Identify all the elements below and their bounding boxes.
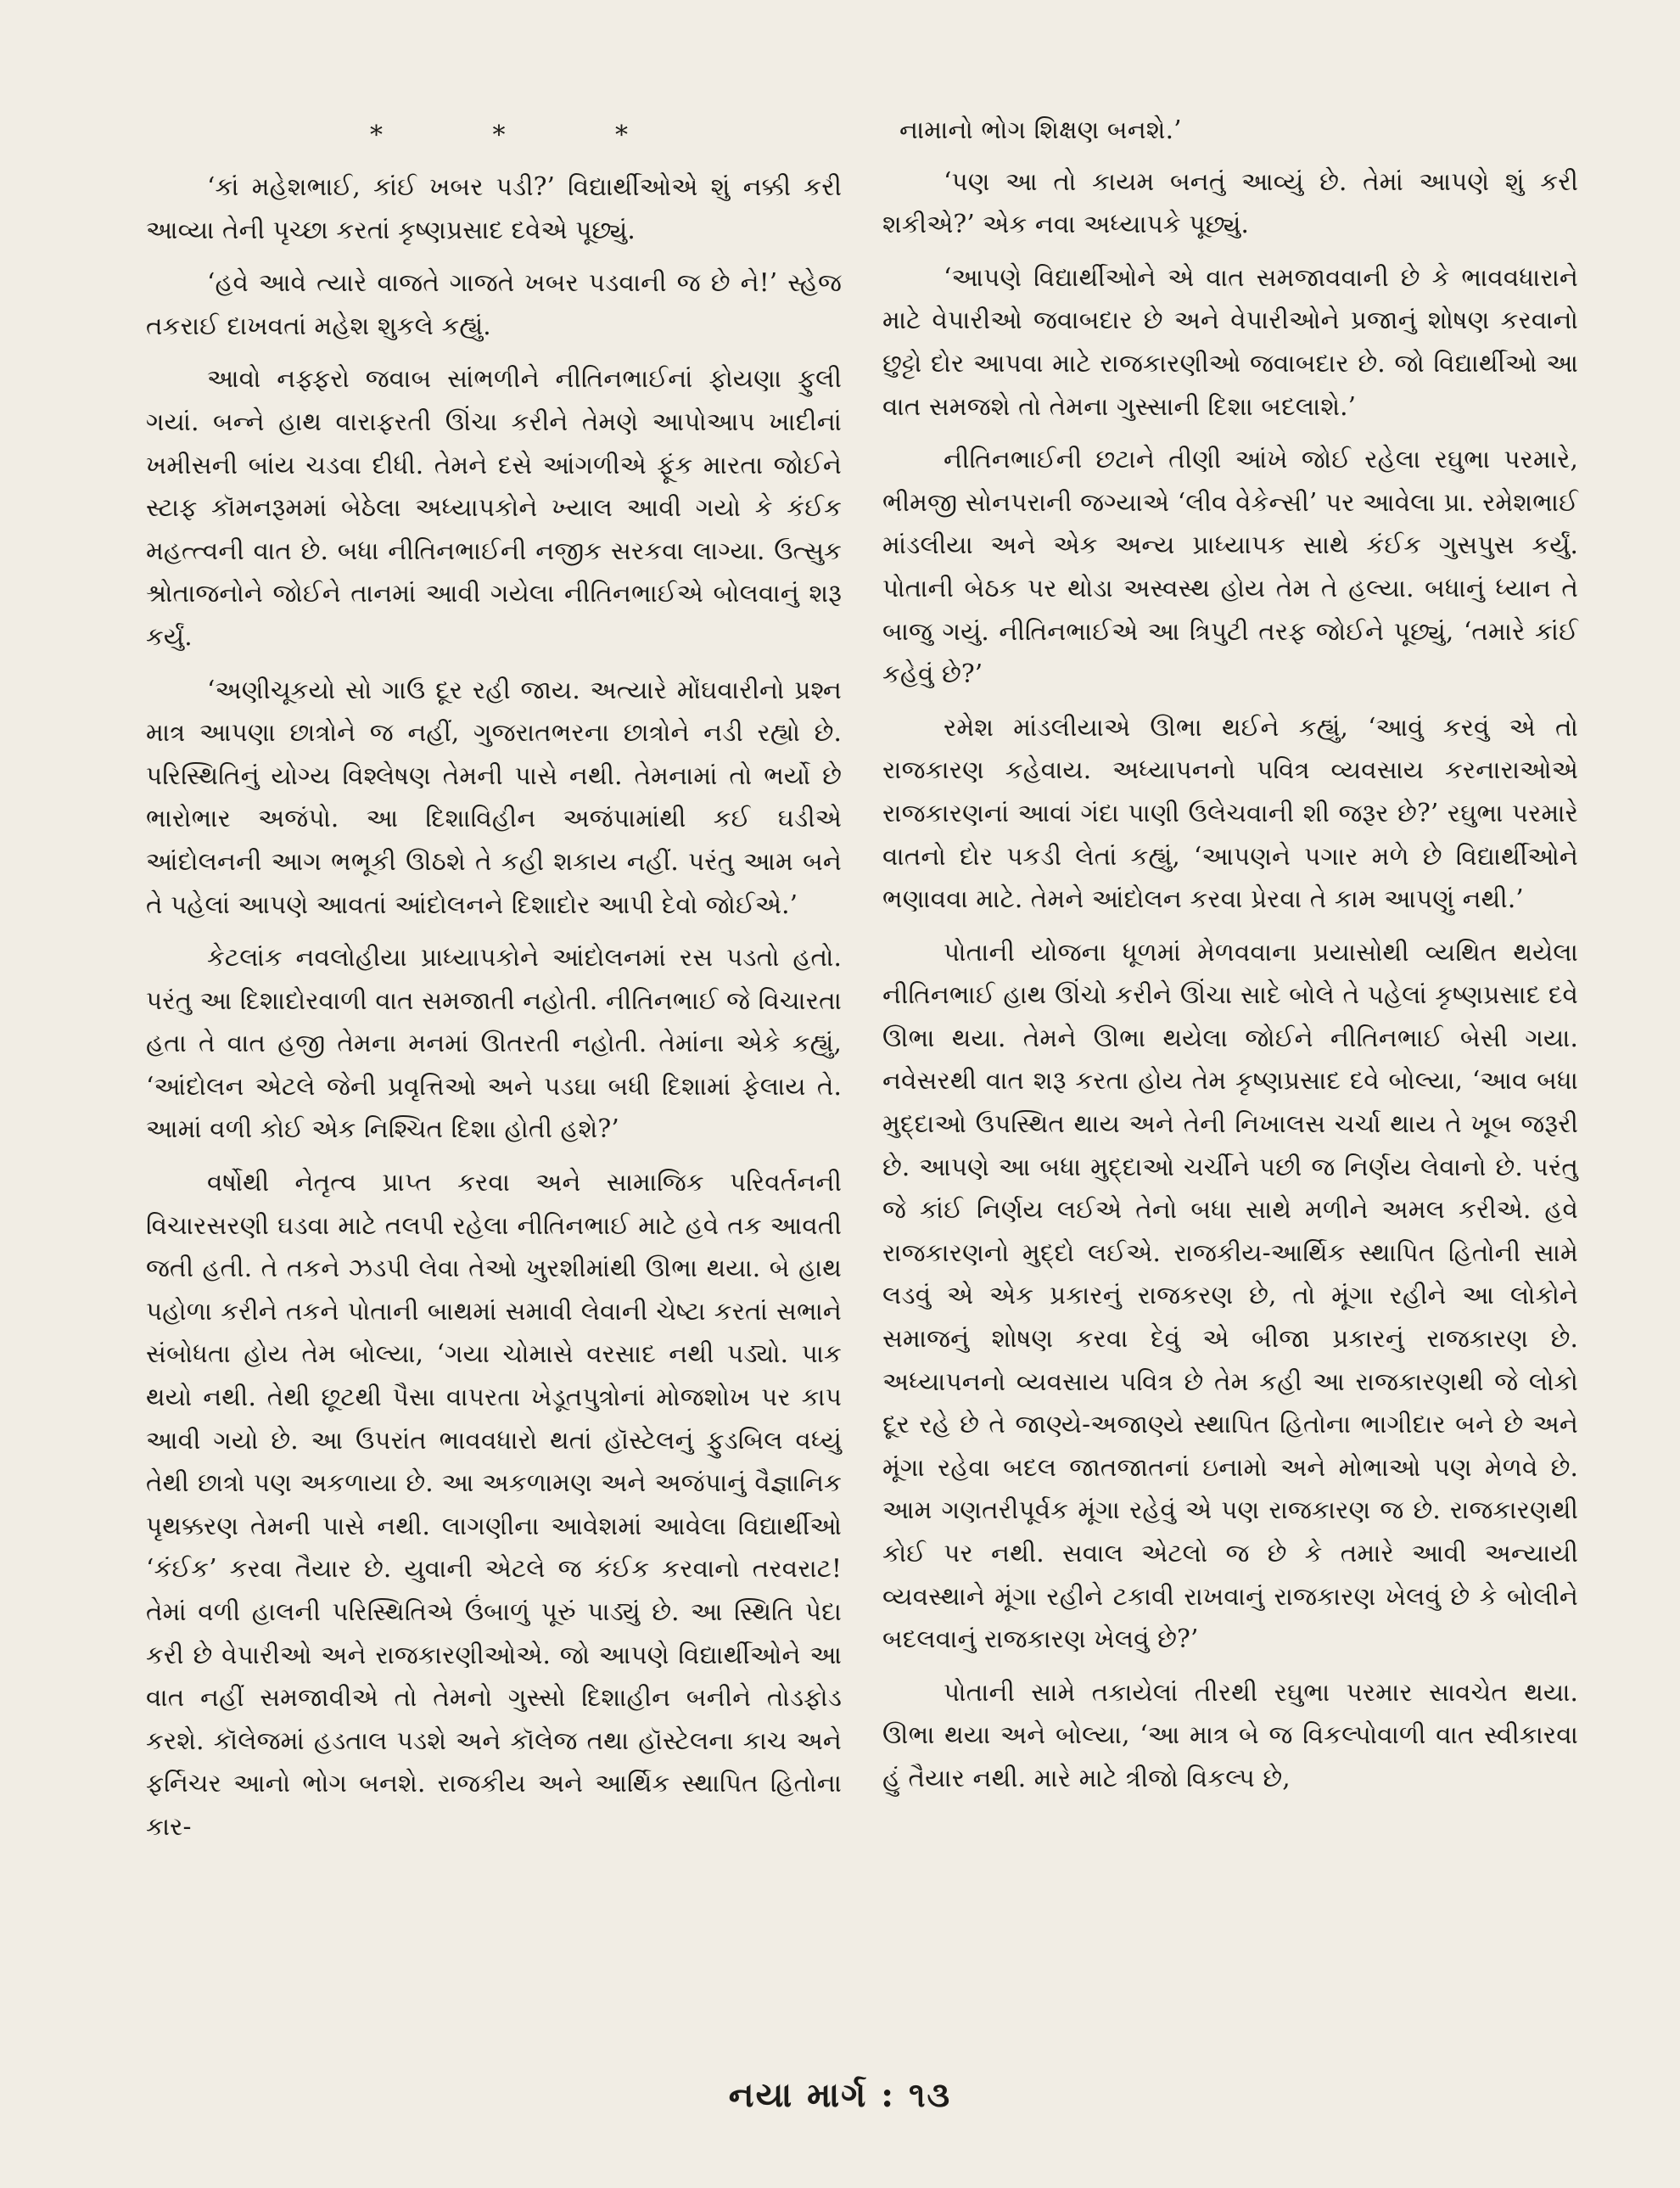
- paragraph: પોતાની યોજના ધૂળમાં મેળવવાના પ્રયાસોથી વ્યથિત થયેલા નીતિનભાઈ હાથ ઊંચો કરીને ઊંચા સાદે બોલે તે પહેલાં કૃષ્ણપ્રસાદ દવે ઊભા થયા. તેમને ઊભા થયેલા જોઈને નીતિનભાઈ બેસી ગયા. નવેસરથી વાત શરૂ કરતા હોય તેમ કૃષ્ણપ્રસાદ દવે બોલ્યા, ‘આવ બધા મુદ્દાઓ ઉપસ્થિત થાય અને તેની નિખાલસ ચર્ચા થાય તે ખૂબ જરૂરી છે. આપણે આ બધા મુદ્દાઓ ચર્ચીને પછી જ નિર્ણય લેવાનો છે. પરંતુ જે કાંઈ નિર્ણય લઈએ તેનો બધા સાથે મળીને અમલ કરીએ. હવે રાજકારણનો મુદ્દો લઈએ. રાજકીય-આર્થિક સ્થાપિત હિતોની સામે લડવું એ એક પ્રકારનું રાજકરણ છે, તો મૂંગા રહીને આ લોકોને સમાજનું શોષણ કરવા દેવું એ બીજા પ્રકારનું રાજકારણ છે. અધ્યાપનનો વ્યવસાય પવિત્ર છે તેમ કહી આ રાજકારણથી જે લોકો દૂર રહે છે તે જાણ્યે-અજાણ્યે સ્થાપિત હિતોના ભાગીદાર બને છે અને મૂંગા રહેવા બદલ જાતજાતનાં ઇનામો અને મોભાઓ પણ મેળવે છે. આમ ગણતરીપૂર્વક મૂંગા રહેવું એ પણ રાજકારણ જ છે. રાજકારણથી કોઈ પર નથી. સવાલ એટલો જ છે કે તમારે આવી અન્યાયી વ્યવસ્થાને મૂંગા રહીને ટકાવી રાખવાનું રાજકારણ ખેલવું છે કે બોલીને બદલવાનું રાજકારણ ખેલવું છે?’: [882, 937, 1578, 1654]
- section-separator: * * *: [369, 121, 629, 150]
- paragraph: રમેશ માંડલીયાએ ઊભા થઈને કહ્યું, ‘આવું કરવું એ તો રાજકારણ કહેવાય. અધ્યાપનનો પવિત્ર વ્યવસાય કરનારાઓએ રાજકારણનાં આવાં ગંદા પાણી ઉલેચવાની શી જરૂર છે?’ રઘુભા પરમારે વાતનો દોર પકડી લેતાં કહ્યું, ‘આપણને પગાર મળે છે વિદ્યાર્થીઓને ભણાવવા માટે. તેમને આંદોલન કરવા પ્રેરવા તે કામ આપણું નથી.’: [882, 712, 1578, 914]
- paragraph-continuation: નામાનો ભોગ શિક્ષણ બનશે.’: [899, 115, 1182, 144]
- paragraph: ‘હવે આવે ત્યારે વાજતે ગાજતે ખબર પડવાની જ છે ને!’ સ્હેજ તકરાઈ દાખવતાં મહેશ શુકલે કહ્યું.: [146, 268, 842, 340]
- paragraph: ‘પણ આ તો કાયમ બનતું આવ્યું છે. તેમાં આપણે શું કરી શકીએ?’ એક નવા અધ્યાપકે પૂછ્યું.: [882, 166, 1578, 239]
- paragraph: ‘કાં મહેશભાઈ, કાંઈ ખબર પડી?’ વિદ્યાર્થીઓએ શું નક્કી કરી આવ્યા તેની પૃચ્છા કરતાં કૃષ્ણપ્રસાદ દવેએ પૂછ્યું.: [146, 172, 842, 244]
- left-column: [146, 166, 842, 1859]
- paragraph: કેટલાંક નવલોહીયા પ્રાધ્યાપકોને આંદોલનમાં રસ પડતો હતો. પરંતુ આ દિશાદોરવાળી વાત સમજાતી નહોતી. નીતિનભાઈ જે વિચારતા હતા તે વાત હજી તેમના મનમાં ઊતરતી નહોતી. તેમાંના એકે કહ્યું, ‘આંદોલન એટલે જેની પ્રવૃત્તિઓ અને પડઘા બધી દિશામાં ફેલાય તે. આમાં વળી કોઈ એક નિશ્ચિત દિશા હોતી હશે?’: [146, 943, 842, 1144]
- page-footer: નયા માર્ગ : ૧૩: [728, 2075, 952, 2115]
- paragraph: ‘આપણે વિદ્યાર્થીઓને એ વાત સમજાવવાની છે કે ભાવવધારાને માટે વેપારીઓ જવાબદાર છે અને વેપારીઓને પ્રજાનું શોષણ કરવાનો છુટ્ટો દોર આપવા માટે રાજકારણીઓ જવાબદાર છે. જો વિદ્યાર્થીઓ આ વાત સમજશે તો તેમના ગુસ્સાની દિશા બદલાશે.’: [882, 262, 1578, 421]
- paragraph: આવો નફ્ફરો જવાબ સાંભળીને નીતિનભાઈનાં ફોયણા ફુલી ગયાં. બન્ને હાથ વારાફરતી ઊંચા કરીને તેમણે આપોઆપ ખાદીનાં ખમીસની બાંય ચડવા દીધી. તેમને દસે આંગળીએ ફૂંક મારતા જોઈને સ્ટાફ કૉમનરૂમમાં બેઠેલા અધ્યાપકોને ખ્યાલ આવી ગયો કે કંઈક મહત્ત્વની વાત છે. બધા નીતિનભાઈની નજીક સરકવા લાગ્યા. ઉત્સુક શ્રોતાજનોને જોઈને તાનમાં આવી ગયેલા નીતિનભાઈએ બોલવાનું શરૂ કર્યું.: [146, 364, 842, 651]
- paragraph: વર્ષોથી નેતૃત્વ પ્રાપ્ત કરવા અને સામાજિક પરિવર્તનની વિચારસરણી ઘડવા માટે તલપી રહેલા નીતિનભાઈ માટે હવે તક આવતી જતી હતી. તે તકને ઝડપી લેવા તેઓ ખુરશીમાંથી ઊભા થયા. બે હાથ પહોળા કરીને તકને પોતાની બાથમાં સમાવી લેવાની ચેષ્ટા કરતાં સભાને સંબોધતા હોય તેમ બોલ્યા, ‘ગયા ચોમાસે વરસાદ નથી પડ્યો. પાક થયો નથી. તેથી છૂટથી પૈસા વાપરતા ખેડૂતપુત્રોનાં મોજશોખ પર કાપ આવી ગયો છે. આ ઉપરાંત ભાવવધારો થતાં હૉસ્ટેલનું ફુડબિલ વધ્યું તેથી છાત્રો પણ અકળાયા છે. આ અકળામણ અને અજંપાનું વૈજ્ઞાનિક પૃથક્કરણ તેમની પાસે નથી. લાગણીના આવેશમાં આવેલા વિદ્યાર્થીઓ ‘કંઈક’ કરવા તૈયાર છે. યુવાની એટલે જ કંઈક કરવાનો તરવરાટ! તેમાં વળી હાલની પરિસ્થિતિએ ઉંબાળું પૂરું પાડ્યું છે. આ સ્થિતિ પેદા કરી છે વેપારીઓ અને રાજકારણીઓએ. જો આપણે વિદ્યાર્થીઓને આ વાત નહીં સમજાવીએ તો તેમનો ગુસ્સો દિશાહીન બનીને તોડફોડ કરશે. કૉલેજમાં હડતાલ પડશે અને કૉલેજ તથા હૉસ્ટેલના કાચ અને ફર્નિચર આનો ભોગ બનશે. રાજકીય અને આર્થિક સ્થાપિત હિતોના કાર-: [146, 1168, 842, 1841]
- right-column: [882, 109, 1578, 1810]
- paragraph: નીતિનભાઈની છટાને તીણી આંખે જોઈ રહેલા રઘુભા પરમારે, ભીમજી સોનપરાની જગ્યાએ ‘લીવ વેકેન્સી’ પર આવેલા પ્રા. રમેશભાઈ માંડલીયા અને એક અન્ય પ્રાધ્યાપક સાથે કંઈક ગુસપુસ કર્યું. પોતાની બેઠક પર થોડા અસ્વસ્થ હોય તેમ તે હલ્યા. બધાનું ધ્યાન તે બાજુ ગયું. નીતિનભાઈએ આ ત્રિપુટી તરફ જોઈને પૂછ્યું, ‘તમારે કાંઈ કહેવું છે?’: [882, 445, 1578, 689]
- paragraph: પોતાની સામે તકાયેલાં તીરથી રઘુભા પરમાર સાવચેત થયા. ઊભા થયા અને બોલ્યા, ‘આ માત્ર બે જ વિકલ્પોવાળી વાત સ્વીકારવા હું તૈયાર નથી. મારે માટે ત્રીજો વિકલ્પ છે,: [882, 1677, 1578, 1792]
- paragraph: ‘અણીચૂકયો સો ગાઉ દૂર રહી જાય. અત્યારે મોંઘવારીનો પ્રશ્ન માત્ર આપણા છાત્રોને જ નહીં, ગુજરાતભરના છાત્રોને નડી રહ્યો છે. પરિસ્થિતિનું યોગ્ય વિશ્લેષણ તેમની પાસે નથી. તેમનામાં તો ભર્યો છે ભારોભાર અજંપો. આ દિશાવિહીન અજંપામાંથી કઈ ઘડીએ આંદોલનની આગ ભભૂકી ઊઠશે તે કહી શકાય નહીં. પરંતુ આમ બને તે પહેલાં આપણે આવતાં આંદોલનને દિશાદોર આપી દેવો જોઈએ.’: [146, 675, 842, 919]
